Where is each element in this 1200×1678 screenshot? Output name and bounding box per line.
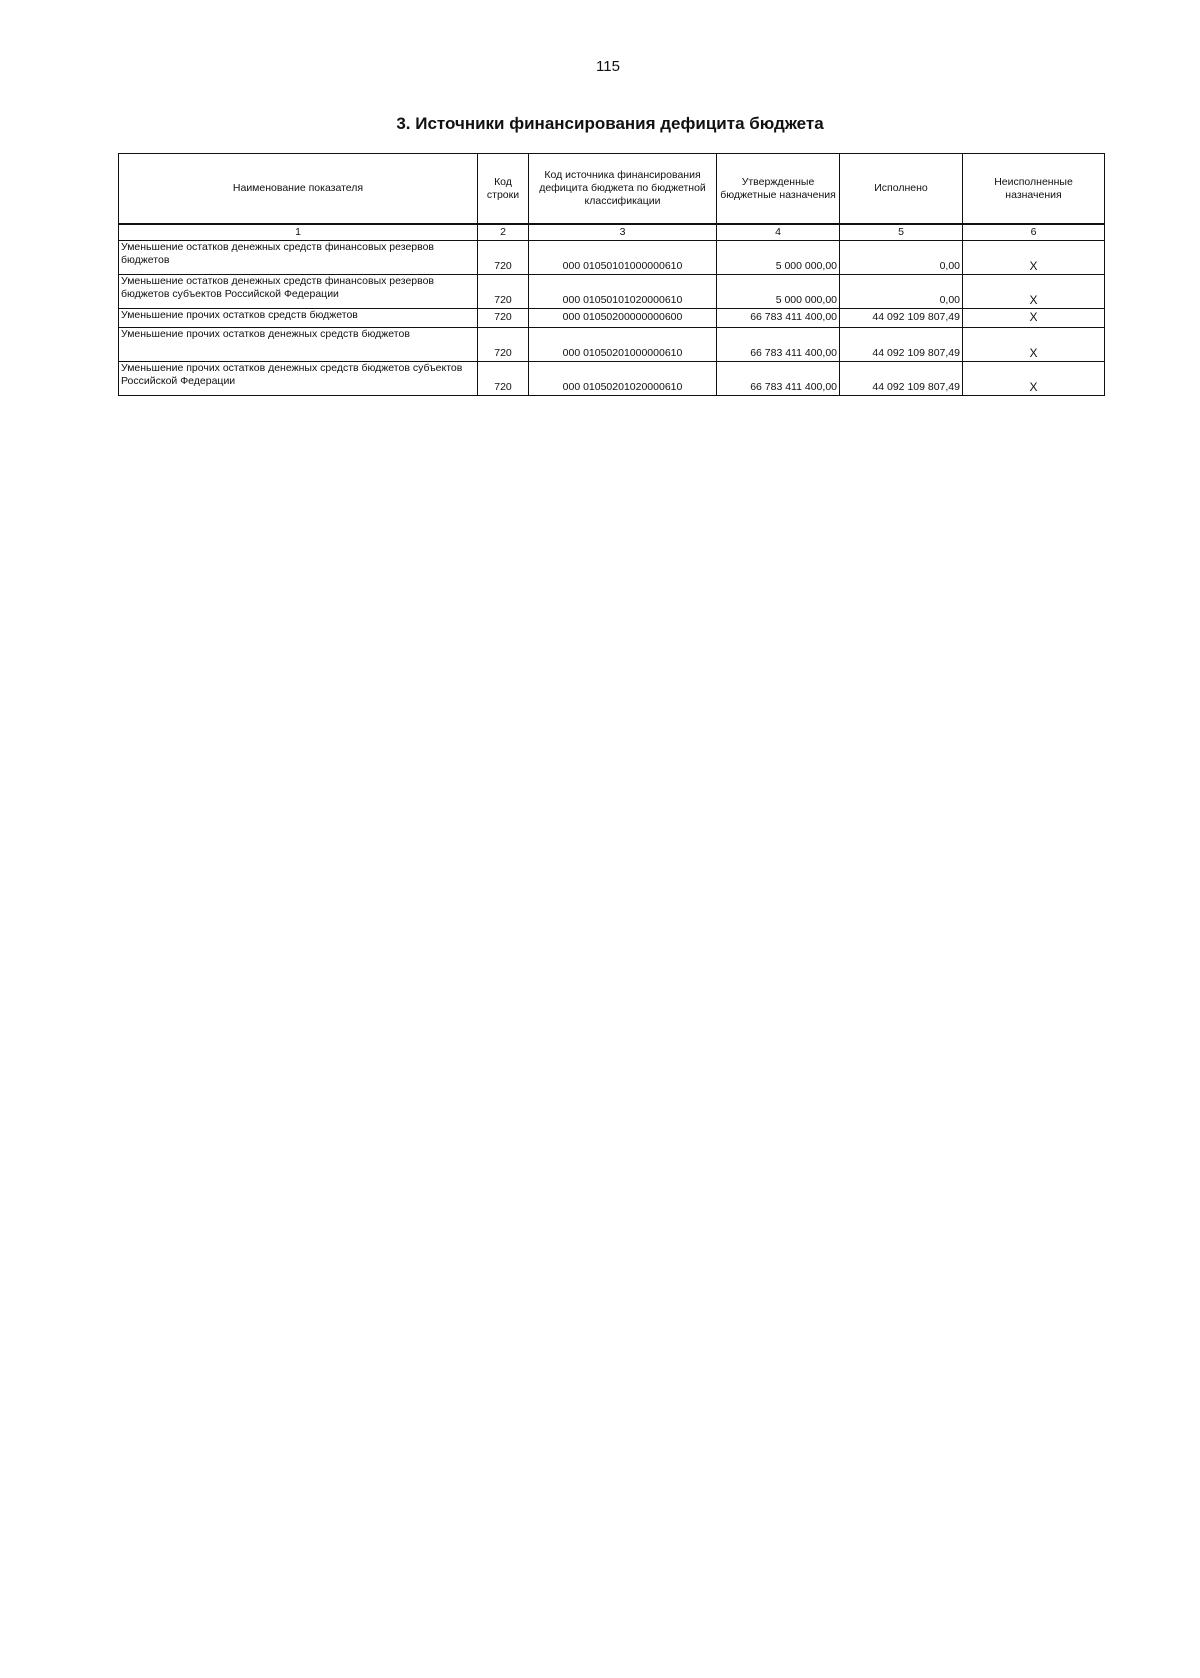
header-source-code: Код источника финансирования дефицита бюджета по бюджетной классификации bbox=[529, 154, 717, 225]
header-indicator-name: Наименование показателя bbox=[119, 154, 478, 225]
table-row bbox=[119, 328, 1105, 362]
row-name: Уменьшение прочих остатков денежных средств бюджетов субъектов Российской Федерации bbox=[119, 362, 478, 396]
table-header-row bbox=[119, 154, 1105, 225]
row-executed: 44 092 109 807,49 bbox=[840, 309, 963, 328]
column-number: 5 bbox=[840, 224, 963, 241]
row-source-code: 000 01050201000000610 bbox=[529, 328, 717, 362]
table-row bbox=[119, 241, 1105, 275]
header-unexecuted: Неисполненные назначения bbox=[963, 154, 1105, 225]
row-unexecuted: X bbox=[963, 362, 1105, 396]
table-row bbox=[119, 309, 1105, 328]
column-number: 6 bbox=[963, 224, 1105, 241]
table-row bbox=[119, 362, 1105, 396]
row-source-code: 000 01050200000000600 bbox=[529, 309, 717, 328]
row-name: Уменьшение прочих остатков средств бюджетов bbox=[119, 309, 478, 328]
column-numbers-row bbox=[119, 224, 1105, 241]
header-line-code: Код строки bbox=[478, 154, 529, 225]
header-approved: Утвержденные бюджетные назначения bbox=[717, 154, 840, 225]
row-line-code: 720 bbox=[478, 241, 529, 275]
row-line-code: 720 bbox=[478, 362, 529, 396]
row-executed: 44 092 109 807,49 bbox=[840, 328, 963, 362]
column-number: 1 bbox=[119, 224, 478, 241]
row-executed: 0,00 bbox=[840, 275, 963, 309]
row-name: Уменьшение остатков денежных средств финансовых резервов бюджетов bbox=[119, 241, 478, 275]
section-title: 3. Источники финансирования дефицита бюджета bbox=[396, 114, 824, 133]
row-approved: 66 783 411 400,00 bbox=[717, 362, 840, 396]
row-line-code: 720 bbox=[478, 309, 529, 328]
row-approved: 5 000 000,00 bbox=[717, 275, 840, 309]
page-number: 115 bbox=[596, 58, 620, 75]
column-number: 4 bbox=[717, 224, 840, 241]
row-source-code: 000 01050201020000610 bbox=[529, 362, 717, 396]
header-executed: Исполнено bbox=[840, 154, 963, 225]
financing-sources-table bbox=[118, 153, 1105, 396]
row-name: Уменьшение прочих остатков денежных средств бюджетов bbox=[119, 328, 478, 362]
row-unexecuted: X bbox=[963, 241, 1105, 275]
row-unexecuted: X bbox=[963, 328, 1105, 362]
row-executed: 44 092 109 807,49 bbox=[840, 362, 963, 396]
row-approved: 66 783 411 400,00 bbox=[717, 328, 840, 362]
row-unexecuted: X bbox=[963, 309, 1105, 328]
row-line-code: 720 bbox=[478, 275, 529, 309]
row-source-code: 000 01050101020000610 bbox=[529, 275, 717, 309]
row-approved: 66 783 411 400,00 bbox=[717, 309, 840, 328]
column-number: 2 bbox=[478, 224, 529, 241]
column-number: 3 bbox=[529, 224, 717, 241]
row-unexecuted: X bbox=[963, 275, 1105, 309]
row-approved: 5 000 000,00 bbox=[717, 241, 840, 275]
table-row bbox=[119, 275, 1105, 309]
row-line-code: 720 bbox=[478, 328, 529, 362]
row-name: Уменьшение остатков денежных средств финансовых резервов бюджетов субъектов Российской Федерации bbox=[119, 275, 478, 309]
row-executed: 0,00 bbox=[840, 241, 963, 275]
row-source-code: 000 01050101000000610 bbox=[529, 241, 717, 275]
